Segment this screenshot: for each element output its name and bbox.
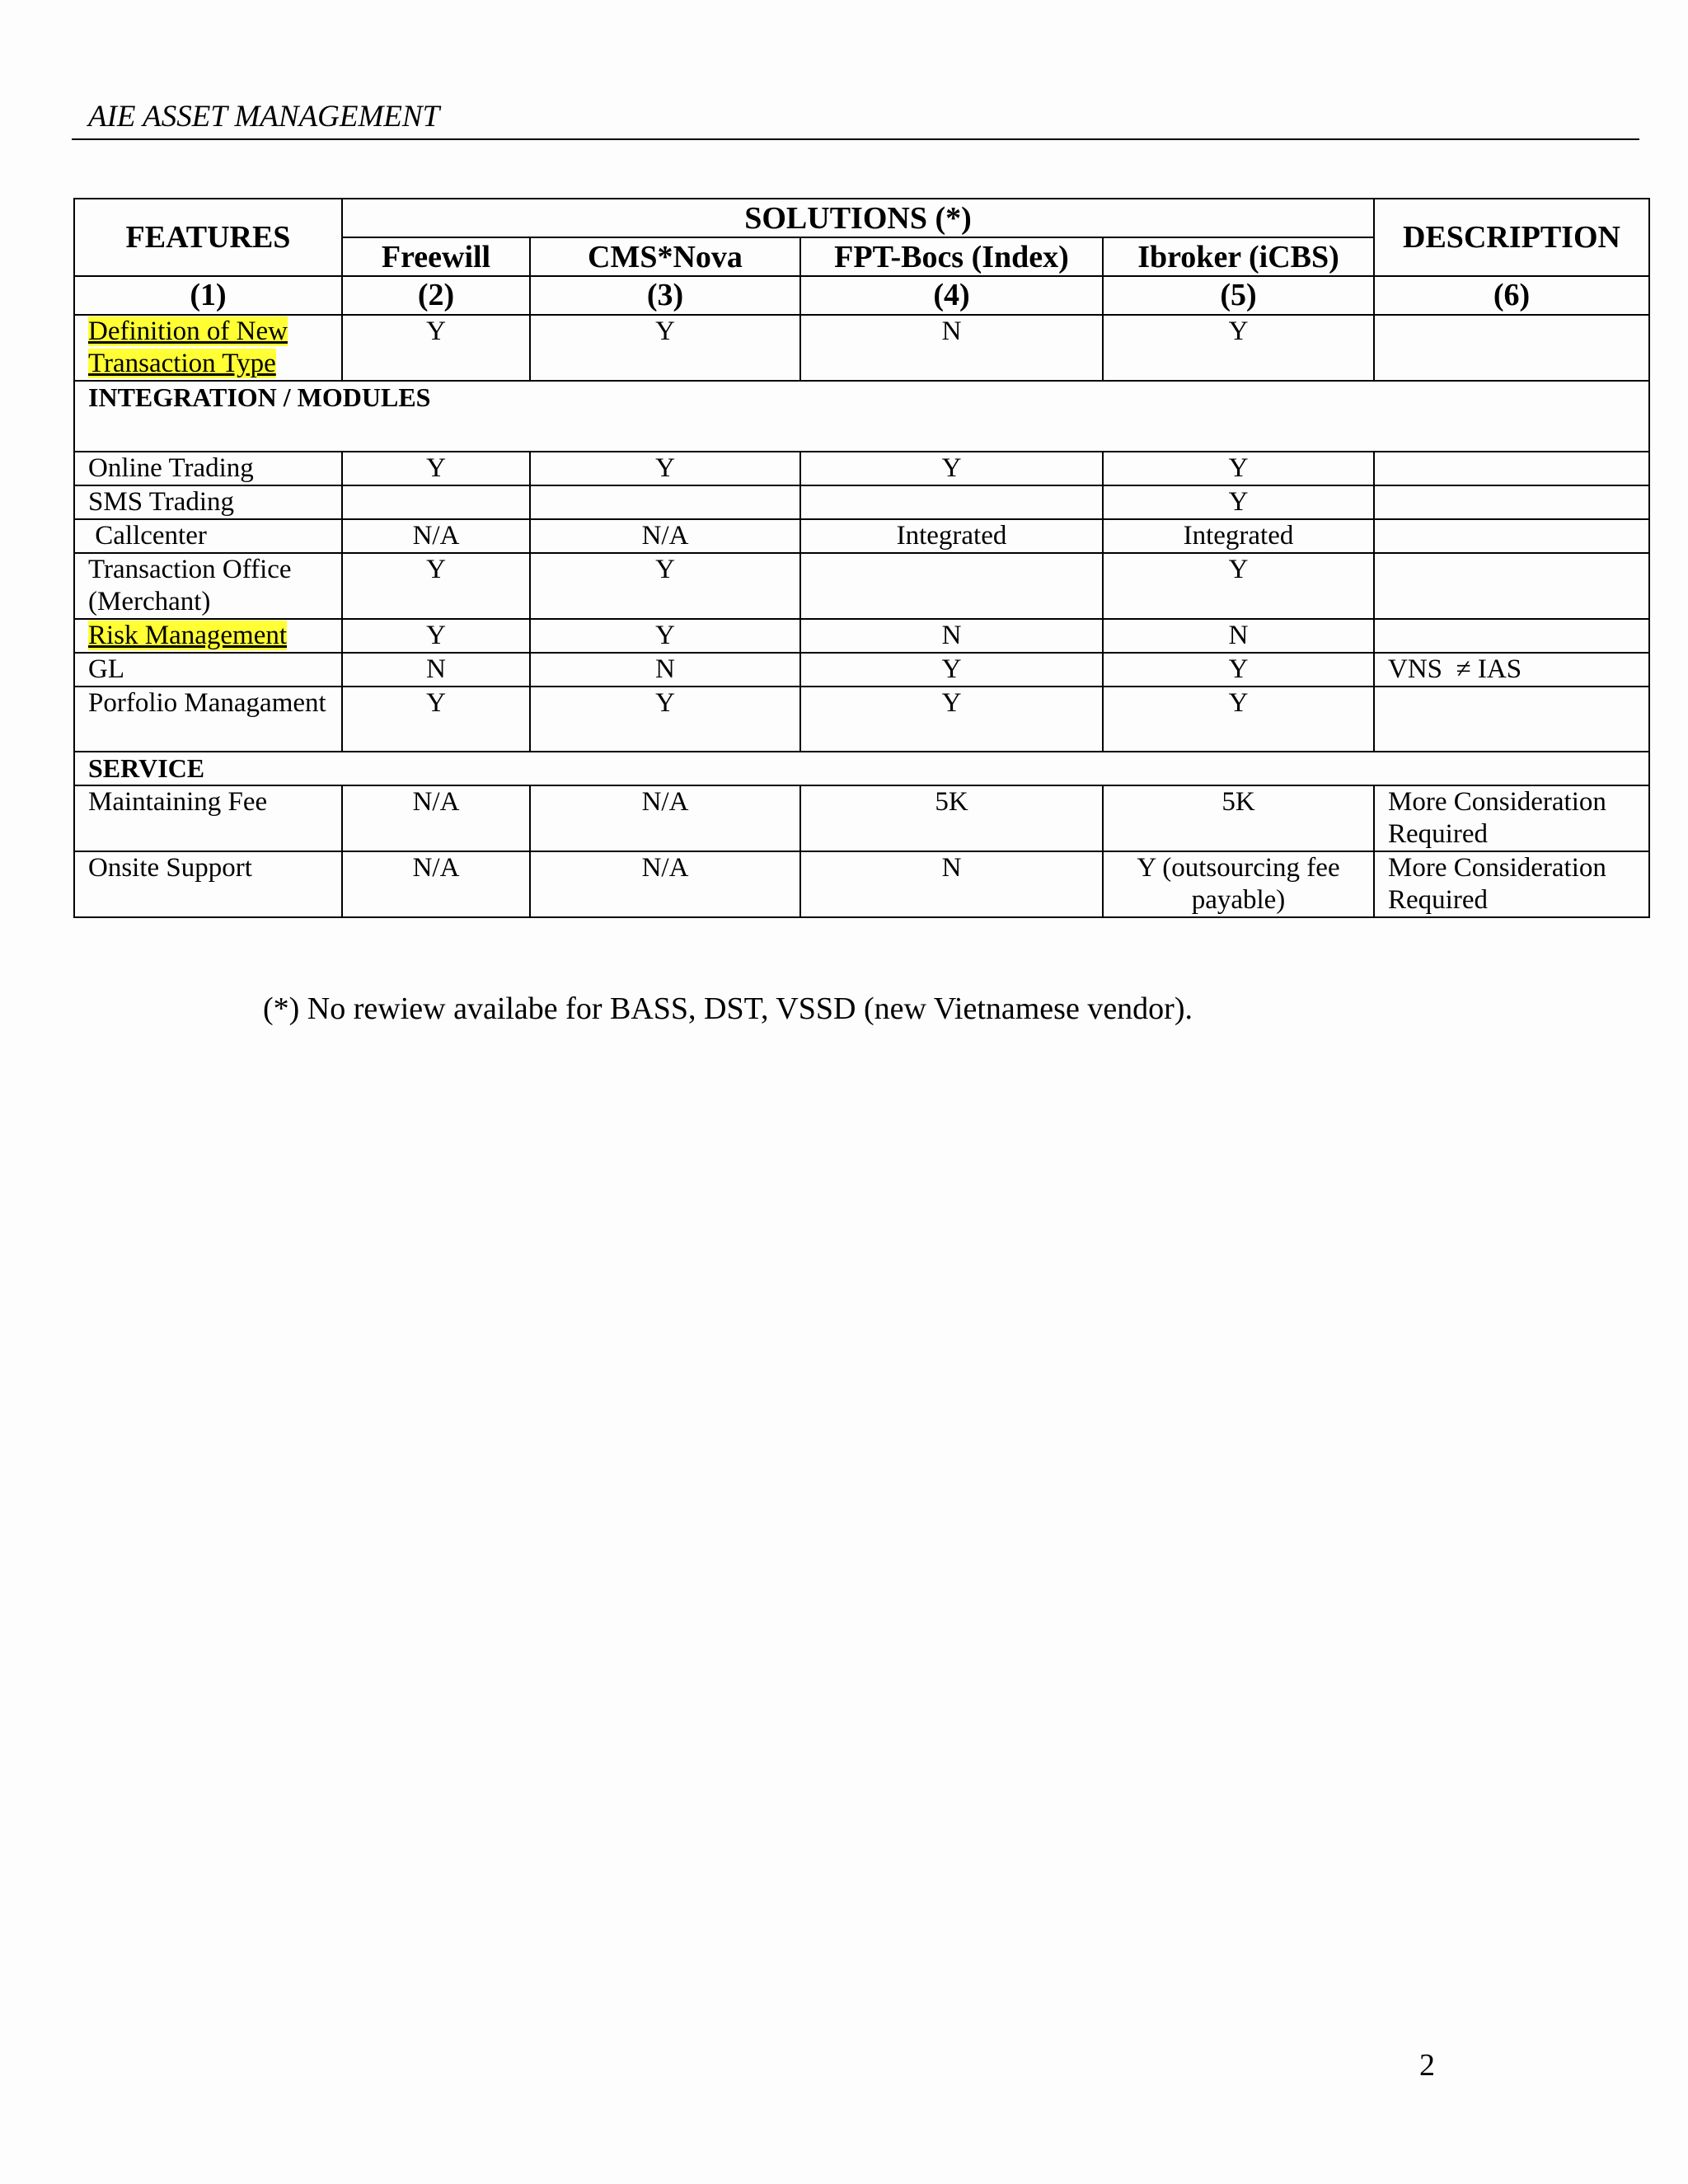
table-cell: Y (530, 553, 800, 619)
table-cell (800, 553, 1103, 619)
table-cell: Integrated (1103, 519, 1374, 553)
column-number: (6) (1374, 276, 1649, 315)
table-cell: Y (530, 619, 800, 653)
footnote: (*) No rewiew availabe for BASS, DST, VSSD (new Vietnamese vendor). (263, 991, 1193, 1026)
table-row (74, 653, 1649, 687)
table-cell: N/A (530, 519, 800, 553)
features-comparison-table (73, 198, 1650, 918)
table-cell: Y (342, 553, 530, 619)
feature-cell: Callcenter (74, 519, 342, 553)
column-number: (1) (74, 276, 342, 315)
description-cell (1374, 553, 1649, 619)
feature-cell (74, 619, 342, 653)
table-cell: Y (1103, 315, 1374, 381)
table-cell: N (800, 851, 1103, 917)
table-cell: Y (800, 653, 1103, 687)
table-cell: Y (1103, 653, 1374, 687)
feature-cell: GL (74, 653, 342, 687)
table-cell: Y (1103, 485, 1374, 519)
solution-cmsnova-header: CMS*Nova (530, 237, 800, 276)
solution-ibroker-header: Ibroker (iCBS) (1103, 237, 1374, 276)
table-row (74, 553, 1649, 619)
feature-cell: Porfolio Managament (74, 687, 342, 752)
table-row (74, 785, 1649, 851)
table-cell: 5K (800, 785, 1103, 851)
table-row (74, 519, 1649, 553)
table-cell: Y (1103, 452, 1374, 485)
table-cell: N/A (342, 519, 530, 553)
description-cell (1374, 485, 1649, 519)
table-cell: Y (1103, 687, 1374, 752)
table-cell: Y (800, 452, 1103, 485)
column-number: (3) (530, 276, 800, 315)
page-header (72, 97, 1639, 140)
feature-cell: Maintaining Fee (74, 785, 342, 851)
table-cell: N/A (342, 851, 530, 917)
table-cell: N (1103, 619, 1374, 653)
table-cell: Y (1103, 553, 1374, 619)
feature-cell (74, 315, 342, 381)
table-cell: N/A (530, 785, 800, 851)
table-cell: N/A (342, 785, 530, 851)
description-cell: VNS ≠ IAS (1374, 653, 1649, 687)
solution-freewill-header: Freewill (342, 237, 530, 276)
section-service: SERVICE (74, 752, 1649, 785)
table-cell: N/A (530, 851, 800, 917)
page-number: 2 (1419, 2048, 1435, 2083)
table-cell: N (800, 315, 1103, 381)
header-row (74, 199, 1649, 237)
description-cell (1374, 687, 1649, 752)
table-cell: Y (outsourcing fee payable) (1103, 851, 1374, 917)
table-cell: N (800, 619, 1103, 653)
table-cell: Y (342, 687, 530, 752)
table-cell: Y (800, 687, 1103, 752)
table-cell: Y (342, 315, 530, 381)
company-name: AIE ASSET MANAGEMENT (88, 100, 440, 134)
table-cell: Y (530, 315, 800, 381)
description-cell (1374, 315, 1649, 381)
table-row (74, 452, 1649, 485)
description-cell (1374, 452, 1649, 485)
solution-fptbocs-header: FPT-Bocs (Index) (800, 237, 1103, 276)
description-header: DESCRIPTION (1374, 199, 1649, 276)
table-row (74, 485, 1649, 519)
table-row (74, 851, 1649, 917)
table-row (74, 619, 1649, 653)
column-number: (2) (342, 276, 530, 315)
features-header: FEATURES (74, 199, 342, 276)
table-cell: N (530, 653, 800, 687)
feature-cell: Transaction Office (Merchant) (74, 553, 342, 619)
description-cell (1374, 619, 1649, 653)
feature-cell: Online Trading (74, 452, 342, 485)
feature-cell: SMS Trading (74, 485, 342, 519)
table-cell (800, 485, 1103, 519)
table-cell: N (342, 653, 530, 687)
table-cell: Y (342, 452, 530, 485)
table-row (74, 315, 1649, 381)
section-row (74, 381, 1649, 452)
solutions-header: SOLUTIONS (*) (342, 199, 1374, 237)
section-row (74, 752, 1649, 785)
description-cell: More Consideration Required (1374, 785, 1649, 851)
description-cell: More Consideration Required (1374, 851, 1649, 917)
table-cell (342, 485, 530, 519)
table-cell: Integrated (800, 519, 1103, 553)
column-number: (4) (800, 276, 1103, 315)
highlighted-feature: Risk Management (88, 621, 288, 650)
feature-cell: Onsite Support (74, 851, 342, 917)
table-cell: Y (530, 452, 800, 485)
section-integration-modules: INTEGRATION / MODULES (74, 381, 1649, 452)
table-cell: 5K (1103, 785, 1374, 851)
table-cell (530, 485, 800, 519)
table-row (74, 687, 1649, 752)
table-cell: Y (530, 687, 800, 752)
description-cell (1374, 519, 1649, 553)
table-cell: Y (342, 619, 530, 653)
column-number: (5) (1103, 276, 1374, 315)
highlighted-feature: Definition of New Transaction Type (88, 316, 288, 378)
column-numbers-row (74, 276, 1649, 315)
